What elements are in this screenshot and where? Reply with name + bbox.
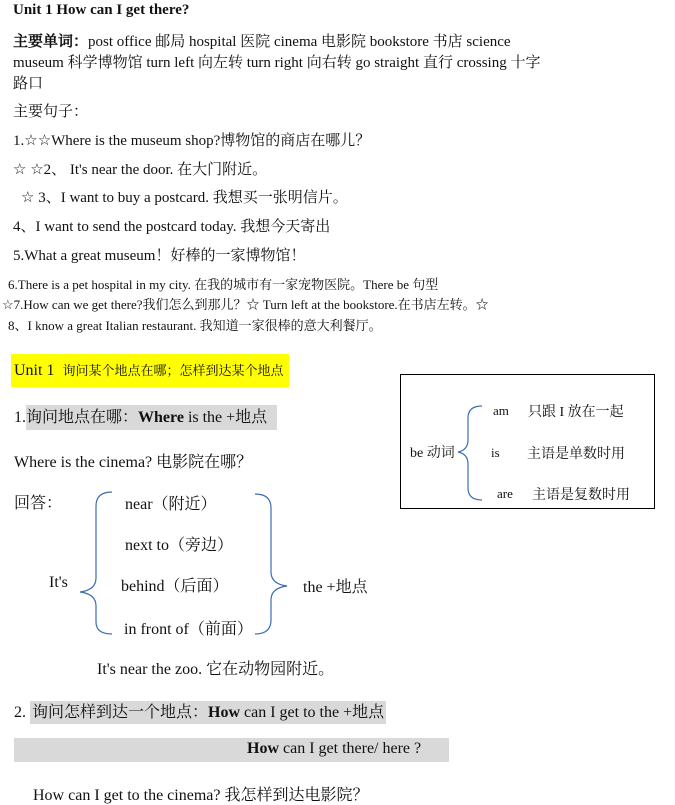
page-title: Unit 1 How can I get there? — [13, 2, 190, 18]
section-desc: 询问某个地点在哪；怎样到达某个地点 — [62, 363, 284, 378]
vocab-line-2: museum 科学博物馆 turn left 向左转 turn right 向右转 go straight 直行 crossing 十字 — [13, 55, 541, 71]
part1-num: 1. — [14, 409, 26, 426]
vocab-text-1: post office 邮局 hospital 医院 cinema 电影院 bookstore 书店 science — [88, 34, 511, 50]
sentence-item: ☆7.How can we get there?我们怎么到那儿？☆ Turn left at the bookstore.在书店左转。☆ — [2, 297, 489, 312]
sentence-item: 5.What a great museum！好棒的一家博物馆！ — [13, 248, 306, 264]
option-in-front-of: in front of（前面） — [124, 621, 253, 638]
part2-bar-bold: How — [247, 740, 279, 757]
option-behind: behind（后面） — [121, 578, 229, 595]
option-near: near（附近） — [125, 496, 217, 513]
part2-bar-rest: can I get there/ here ? — [279, 740, 422, 757]
be-verb-word: am — [493, 403, 509, 418]
right-brace — [255, 494, 287, 634]
part2-heading-cn: 询问怎样到达一个地点： — [32, 704, 209, 721]
left-brace — [80, 492, 112, 634]
its-text: It's — [49, 574, 68, 591]
part1-heading-cn: 询问地点在哪： — [26, 409, 139, 426]
part2-heading-rest: can I get to the +地点 — [240, 704, 385, 721]
option-next-to: next to（旁边） — [125, 537, 233, 554]
part2-heading-bold: How — [208, 704, 241, 721]
be-verb-word: is — [491, 445, 500, 460]
be-verb-desc: 主语是单数时用 — [527, 447, 625, 462]
section-unit: Unit 1 — [14, 362, 55, 379]
sentence-item: 8、I know a great Italian restaurant. 我知道一家很棒的意大利餐厅。 — [8, 318, 382, 333]
sentence-item: 1.☆☆Where is the museum shop?博物馆的商店在哪儿？ — [13, 133, 371, 149]
be-verb-word: are — [497, 486, 513, 501]
answer-label: 回答： — [14, 495, 63, 512]
sentence-item: 4、I want to send the postcard today. 我想今天寄出 — [13, 219, 331, 235]
be-verb-label: be 动词 — [410, 446, 455, 461]
part1-heading-rest: is the +地点 — [183, 409, 268, 426]
part2-example: How can I get to the cinema? 我怎样到达电影院？ — [33, 787, 369, 804]
vocab-label: 主要单词： — [13, 34, 89, 50]
part1-example-2: It's near the zoo. 它在动物园附近。 — [97, 661, 335, 678]
sentence-item: 6.There is a pet hospital in my city. 在我的城市有一家宠物医院。There be 句型 — [8, 277, 439, 292]
be-verb-brace — [458, 406, 482, 500]
sentence-item: ☆ 3、I want to buy a postcard. 我想买一张明信片。 — [21, 190, 348, 206]
part2-num: 2. — [14, 704, 26, 721]
be-verb-desc: 主语是复数时用 — [532, 488, 630, 503]
part1-heading-bold: Where — [138, 409, 184, 426]
part1-example: Where is the cinema? 电影院在哪？ — [14, 454, 253, 471]
be-verb-desc: 只跟 I 放在一起 — [528, 405, 624, 420]
sentence-item: ☆ ☆2、 It's near the door. 在大门附近。 — [13, 162, 268, 178]
vocab-line-3: 路口 — [13, 76, 44, 92]
sentences-label: 主要句子： — [13, 104, 89, 120]
tail-text: the +地点 — [303, 579, 368, 596]
